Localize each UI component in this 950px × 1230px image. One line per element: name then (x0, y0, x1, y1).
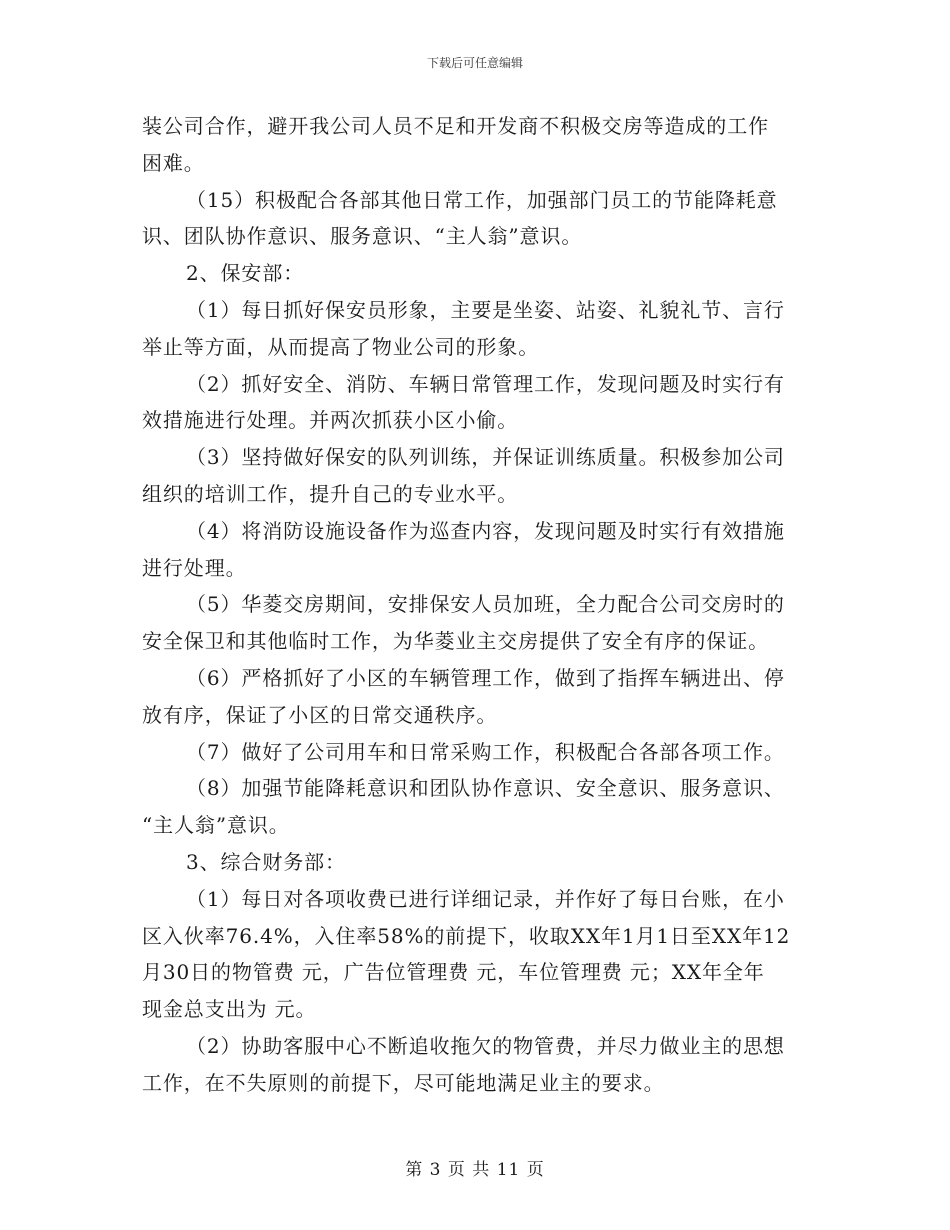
text-line: 进行处理。 (142, 555, 247, 580)
paragraph (142, 513, 808, 587)
document-body (142, 108, 808, 1102)
text-line: （4）将消防设施设备作为巡查内容，发现问题及时实行有效措施 (186, 518, 785, 543)
section-heading (142, 255, 808, 292)
text-line: （1）每日抓好保安员形象，主要是坐姿、站姿、礼貌礼节、言行 (186, 297, 785, 322)
text-line: “主人翁”意识。 (142, 813, 290, 838)
paragraph (142, 292, 808, 366)
paragraph (142, 439, 808, 513)
text-line: 3、综合财务部： (186, 849, 346, 874)
section-heading (142, 844, 808, 881)
text-line: 月30日的物管费 元，广告位管理费 元，车位管理费 元；XX年全年 (142, 960, 765, 985)
paragraph (142, 660, 808, 734)
text-line: 装公司合作，避开我公司人员不足和开发商不积极交房等造成的工作 (142, 114, 769, 138)
text-line: 困难。 (142, 150, 205, 175)
text-line: （2）协助客服中心不断追收拖欠的物管费，并尽力做业主的思想 (186, 1033, 785, 1058)
paragraph (142, 881, 808, 1028)
text-line: 识、团队协作意识、服务意识、“主人翁”意识。 (142, 224, 583, 249)
text-line: 效措施进行处理。并两次抓获小区小偷。 (142, 408, 519, 433)
text-line: （7）做好了公司用车和日常采购工作，积极配合各部各项工作。 (186, 739, 785, 764)
paragraph (142, 1028, 808, 1102)
text-line: 举止等方面，从而提高了物业公司的形象。 (142, 334, 540, 359)
text-line: 放有序，保证了小区的日常交通秩序。 (142, 702, 498, 727)
paragraph (142, 366, 808, 440)
text-line: 现金总支出为 元。 (142, 997, 317, 1022)
page-footer: 第 3 页 共 11 页 (405, 1160, 545, 1180)
paragraph (142, 734, 808, 771)
text-line: （1）每日对各项收费已进行详细记录，并作好了每日台账，在小 (186, 886, 785, 911)
text-line: 安全保卫和其他临时工作，为华菱业主交房提供了安全有序的保证。 (142, 629, 769, 654)
text-line: （3）坚持做好保安的队列训练，并保证训练质量。积极参加公司 (186, 445, 785, 470)
text-line: 2、保安部： (186, 261, 305, 286)
text-line: （6）严格抓好了小区的车辆管理工作，做到了指挥车辆进出、停 (186, 665, 785, 690)
paragraph (142, 770, 808, 844)
text-line: （8）加强节能降耗意识和团队协作意识、安全意识、服务意识、 (186, 776, 785, 801)
text-line: 区入伙率76.4%，入住率58%的前提下，收取XX年1月1日至XX年12 (142, 923, 791, 948)
text-line: 组织的培训工作，提升自己的专业水平。 (142, 481, 519, 506)
text-line: 工作，在不失原则的前提下，尽可能地满足业主的要求。 (142, 1070, 665, 1095)
page-header: 下载后可任意编辑 (426, 56, 523, 70)
text-line: （5）华菱交房期间，安排保安人员加班，全力配合公司交房时的 (186, 592, 785, 617)
text-line: （2）抓好安全、消防、车辆日常管理工作，发现问题及时实行有 (186, 371, 785, 396)
paragraph (142, 108, 808, 182)
text-line: （15）积极配合各部其他日常工作，加强部门员工的节能降耗意 (186, 187, 778, 212)
paragraph (142, 182, 808, 256)
paragraph (142, 586, 808, 660)
